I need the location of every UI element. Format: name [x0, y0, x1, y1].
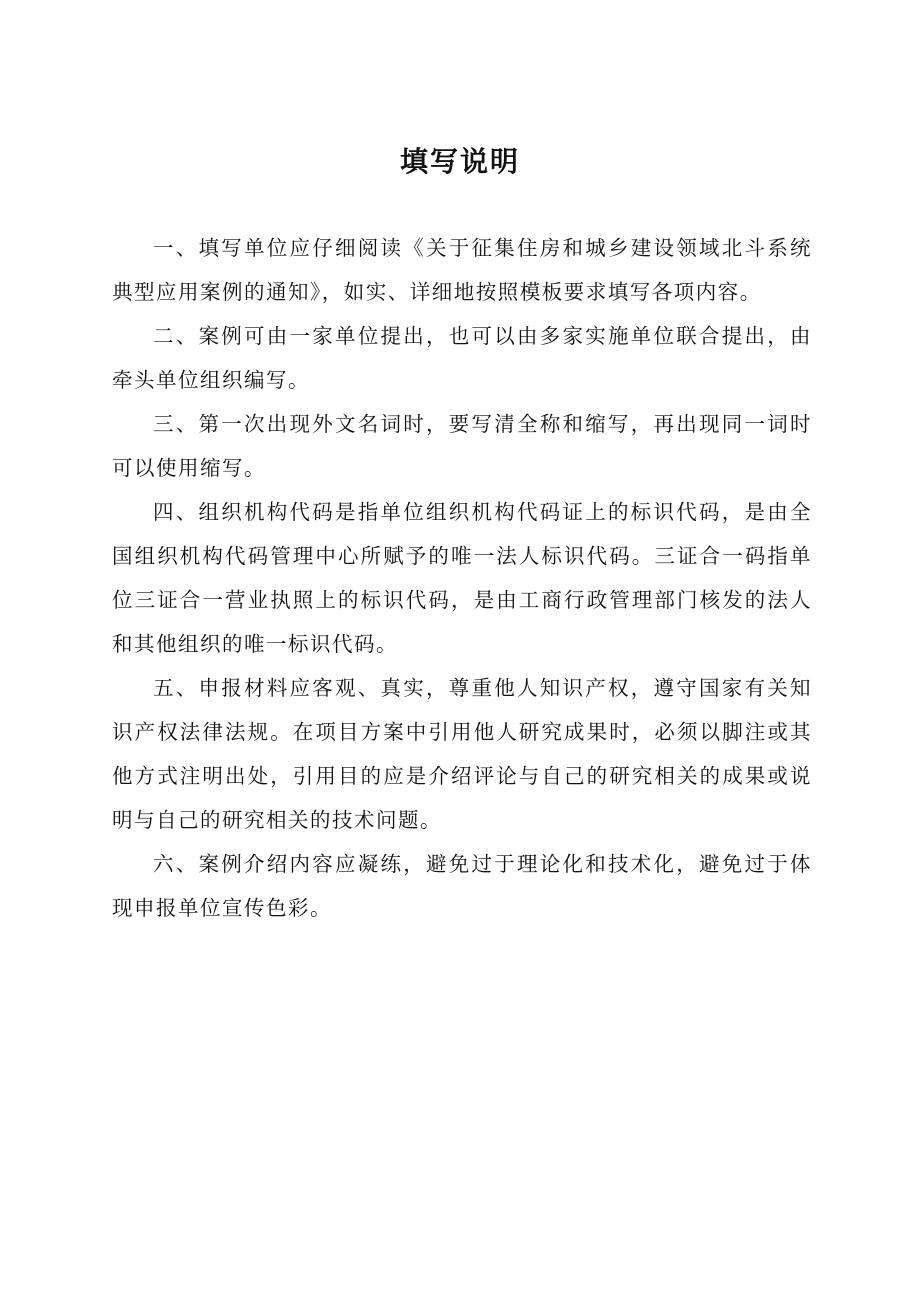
- instruction-paragraph-6: 六、案例介绍内容应凝练，避免过于理论化和技术化，避免过于体现申报单位宣传色彩。: [112, 852, 812, 920]
- instruction-paragraph-5: 五、申报材料应客观、真实，尊重他人知识产权，遵守国家有关知识产权法律法规。在项目方案中引用他人研究成果时，必须以脚注或其他方式注明出处，引用目的应是介绍评论与自己的研究相关的成果或说明与自己的研究相关的技术问题。: [112, 676, 812, 832]
- instruction-paragraph-4: 四、组织机构代码是指单位组织机构代码证上的标识代码，是由全国组织机构代码管理中心所赋予的唯一法人标识代码。三证合一码指单位三证合一营业执照上的标识代码，是由工商行政管理部门核发的法人和其他组织的唯一标识代码。: [112, 500, 812, 656]
- instructions-body: [112, 226, 812, 930]
- instruction-paragraph-3: 三、第一次出现外文名词时，要写清全称和缩写，再出现同一词时可以使用缩写。: [112, 412, 812, 480]
- instruction-paragraph-2: 二、案例可由一家单位提出，也可以由多家实施单位联合提出，由牵头单位组织编写。: [112, 324, 812, 392]
- instruction-paragraph-1: 一、填写单位应仔细阅读《关于征集住房和城乡建设领域北斗系统典型应用案例的通知》，如实、详细地按照模板要求填写各项内容。: [112, 236, 812, 304]
- page-title: 填写说明: [399, 145, 520, 178]
